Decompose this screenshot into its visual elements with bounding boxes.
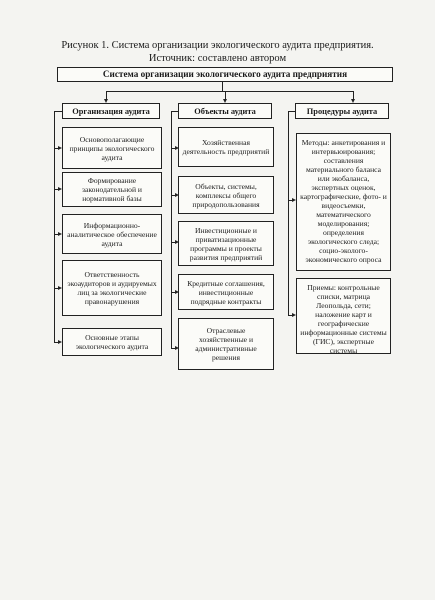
col3-rail-top [288,111,295,112]
obj-item-3: Инвестиционные и приватизационные программы и проекты развития предприятий [178,221,274,266]
obj-item-1: Хозяйственная деятельность предприятий [178,127,274,167]
col2-rail [171,111,172,349]
col2-rail-top [171,111,178,112]
obj-item-2: Объекты, системы, комплексы общего природопользования [178,176,274,214]
proc-methods: Методы: анкетирования и интервьюирования; составления материального баланса или экобаланса, экспертных оценок, картографические, фото- и видеосъемки, математического моделирования; определения экологического следа; социо-эколого-экономического опроса [296,133,391,271]
col3-rail [288,111,289,316]
figure-source: Источник: составлено автором [148,53,287,64]
obj-item-4: Кредитные соглашения, инвестиционные подрядные контракты [178,274,274,310]
header-procedures: Процедуры аудита [295,103,389,119]
figure-caption: Рисунок 1. Система организации экологического аудита предприятия. [61,40,374,51]
org-item-2: Формирование законодательной и нормативной базы [62,172,162,207]
proc-techniques: Приемы: контрольные списки, матрица Леопольда, сети; наложение карт и географические информационные системы (ГИС), экспертные системы [296,278,391,354]
org-item-5: Основные этапы экологического аудита [62,328,162,356]
org-item-3: Информационно-аналитическое обеспечение аудита [62,214,162,254]
org-item-1: Основополагающие принципы экологического аудита [62,127,162,169]
obj-item-5: Отраслевые хозяйственные и административные решения [178,318,274,370]
main-hbar [106,91,353,92]
header-organization: Организация аудита [62,103,160,119]
main-box: Система организации экологического аудита предприятия [57,67,393,82]
org-item-4: Ответственность экоаудиторов и аудируемых лиц за экологические правонарушения [62,260,162,316]
header-objects: Объекты аудита [178,103,272,119]
col1-rail [54,111,55,343]
col1-rail-top [54,111,62,112]
